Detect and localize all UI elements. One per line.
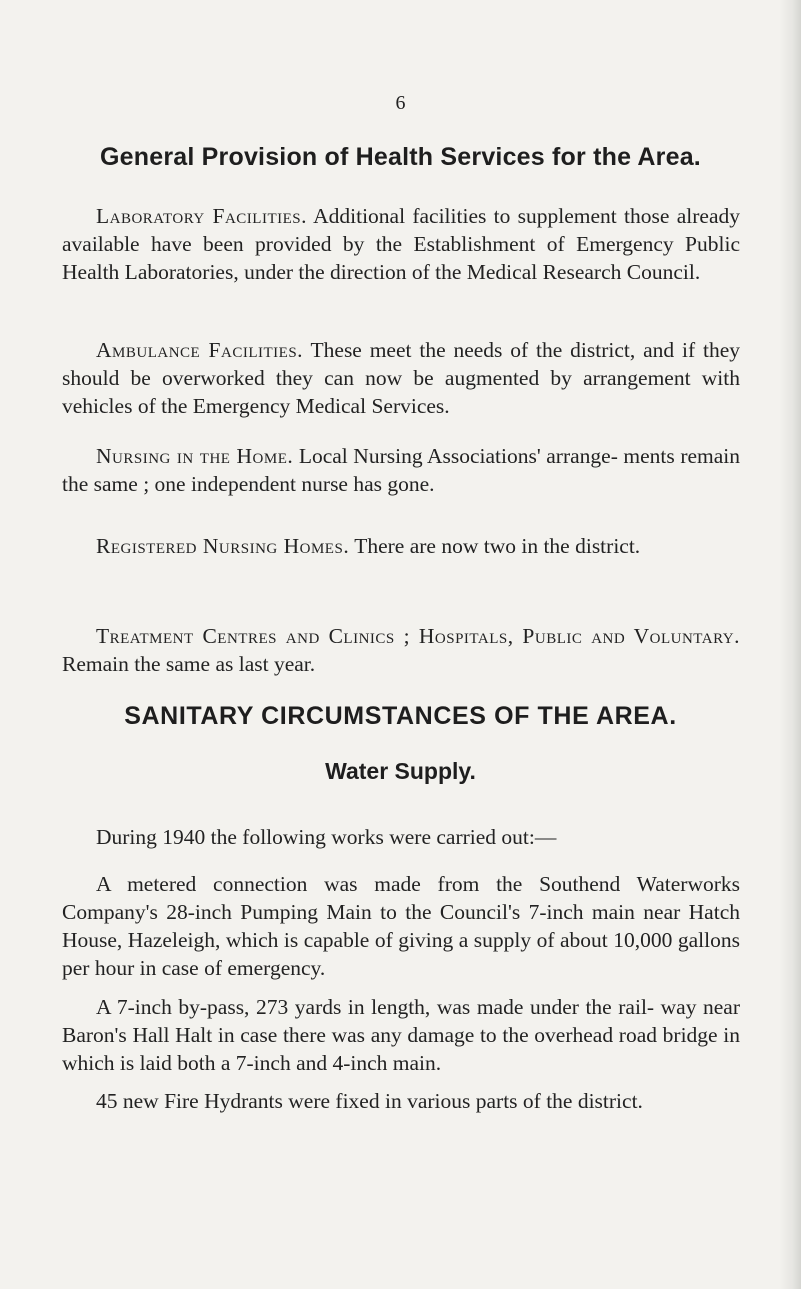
paragraph-treatment-centres xyxy=(62,622,740,678)
section-title-treatment: Treatment Centres and Clinics ; Hospitals, Public and Voluntary. xyxy=(96,624,740,648)
paragraph-text-laboratory: Additional facilities to supplement those already available have been provided by the Establishment of Emergency Public Health Laboratories, under the direction of the Medical Research Council. xyxy=(62,204,740,284)
paragraph-text-ambulance: These meet the needs of the district, and if they should be overworked they can now be augmented by arrangement with vehicles of the Emergency Medical Services. xyxy=(62,338,740,418)
paragraph-text-registered: There are now two in the district. xyxy=(354,534,641,558)
paragraph-metered-connection: A metered connection was made from the Southend Waterworks Company's 28-inch Pumping Main to the Council's 7-inch main near Hatch House, Hazeleigh, which is capable of giving a supply of about 10,000 gallons per hour in case of emergency. xyxy=(62,872,740,980)
paragraph-fire-hydrants: 45 new Fire Hydrants were fixed in various parts of the district. xyxy=(96,1089,643,1113)
paragraph-works-carried-out: During 1940 the following works were carried out:— xyxy=(96,825,557,849)
paragraph-nursing-in-home xyxy=(62,442,740,498)
paragraph-bypass: A 7-inch by-pass, 273 yards in length, was made under the rail- way near Baron's Hall Halt in case there was any damage to the overhead road bridge in which is laid both a 7-inch and 4-inch main. xyxy=(62,995,740,1075)
section-title-ambulance: Ambulance Facilities. xyxy=(96,338,304,362)
heading-water-supply: Water Supply. xyxy=(325,758,476,784)
section-title-laboratory: Laboratory Facilities. xyxy=(96,204,307,228)
page-number: 6 xyxy=(395,92,406,114)
paragraph-text-nursing: Local Nursing Associations' arrange- ments remain the same ; one independent nurse has gone. xyxy=(62,444,741,496)
paragraph-text-treatment: Remain the same as last year. xyxy=(62,652,316,676)
section-title-registered: Registered Nursing Homes. xyxy=(96,534,350,558)
page-edge-shadow xyxy=(779,0,801,1289)
section-title-nursing: Nursing in the Home. xyxy=(96,444,294,468)
paragraph-ambulance-facilities xyxy=(62,336,740,420)
heading-sanitary-circumstances: SANITARY CIRCUMSTANCES OF THE AREA. xyxy=(124,702,677,730)
paragraph-laboratory-facilities xyxy=(62,202,740,286)
paragraph-registered-nursing-homes xyxy=(62,532,740,560)
heading-general-provision: General Provision of Health Services for the Area. xyxy=(100,143,701,171)
